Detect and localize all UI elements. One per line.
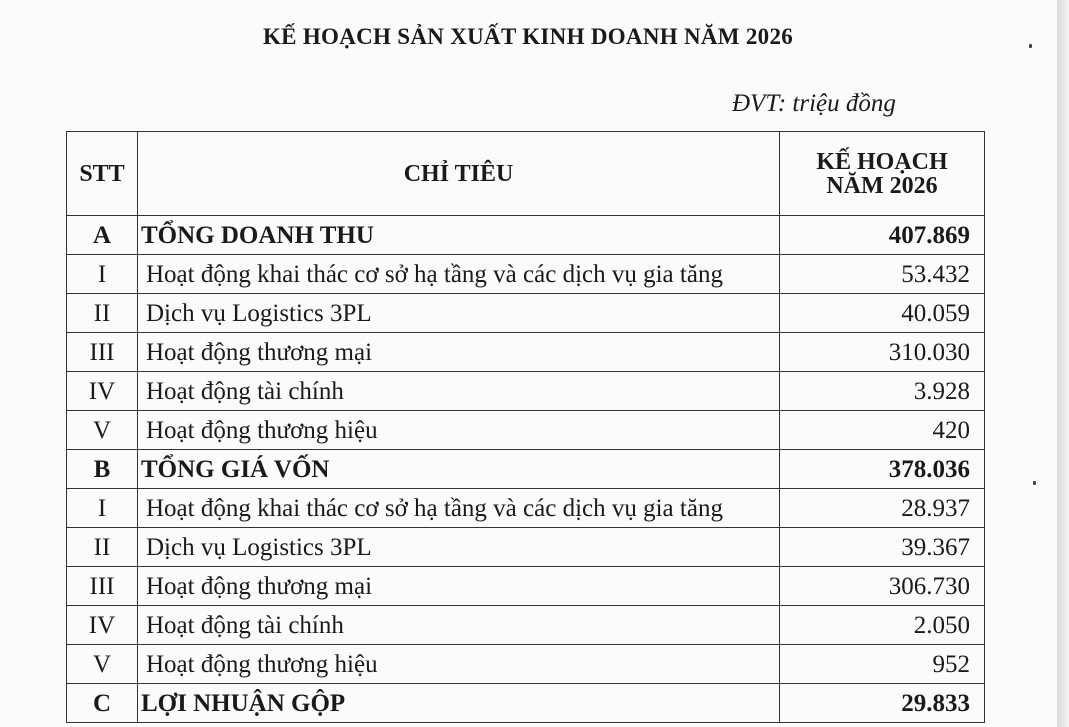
row-plan-value: 39.367 — [780, 528, 985, 567]
business-plan-table — [66, 131, 985, 723]
header-stt: STT — [67, 132, 138, 216]
row-stt: III — [67, 333, 138, 372]
table-section-row — [67, 216, 985, 255]
row-plan-value: 420 — [780, 411, 985, 450]
row-indicator: Hoạt động thương mại — [138, 567, 780, 606]
table-row — [67, 645, 985, 684]
row-indicator: Dịch vụ Logistics 3PL — [138, 528, 780, 567]
table-body — [67, 216, 985, 723]
table-row — [67, 606, 985, 645]
table-row — [67, 333, 985, 372]
row-plan-value: 2.050 — [780, 606, 985, 645]
row-plan-value: 952 — [780, 645, 985, 684]
header-plan — [780, 132, 985, 216]
row-indicator: TỔNG DOANH THU — [138, 216, 780, 255]
row-indicator: Hoạt động tài chính — [138, 372, 780, 411]
row-stt: I — [67, 255, 138, 294]
row-stt: III — [67, 567, 138, 606]
row-stt: V — [67, 411, 138, 450]
row-stt: V — [67, 645, 138, 684]
table-row — [67, 411, 985, 450]
row-indicator: Dịch vụ Logistics 3PL — [138, 294, 780, 333]
row-stt: B — [67, 450, 138, 489]
row-indicator: TỔNG GIÁ VỐN — [138, 450, 780, 489]
row-indicator: Hoạt động thương hiệu — [138, 645, 780, 684]
row-plan-value: 53.432 — [780, 255, 985, 294]
row-stt: II — [67, 294, 138, 333]
row-stt: I — [67, 489, 138, 528]
row-plan-value: 29.833 — [780, 684, 985, 723]
row-plan-value: 306.730 — [780, 567, 985, 606]
row-stt: IV — [67, 372, 138, 411]
header-plan-line2: NĂM 2026 — [826, 172, 938, 199]
table-section-row — [67, 450, 985, 489]
row-indicator: Hoạt động thương hiệu — [138, 411, 780, 450]
unit-note: ĐVT: triệu đồng — [732, 90, 896, 117]
row-stt: A — [67, 216, 138, 255]
row-indicator: Hoạt động khai thác cơ sở hạ tầng và các dịch vụ gia tăng — [138, 255, 780, 294]
row-plan-value: 310.030 — [780, 333, 985, 372]
table-row — [67, 567, 985, 606]
row-plan-value: 407.869 — [780, 216, 985, 255]
row-plan-value: 40.059 — [780, 294, 985, 333]
row-indicator: Hoạt động tài chính — [138, 606, 780, 645]
row-stt: II — [67, 528, 138, 567]
table-row — [67, 372, 985, 411]
table-row — [67, 528, 985, 567]
page-title: KẾ HOẠCH SẢN XUẤT KINH DOANH NĂM 2026 — [262, 24, 794, 49]
row-stt: C — [67, 684, 138, 723]
row-indicator: LỢI NHUẬN GỘP — [138, 684, 780, 723]
row-indicator: Hoạt động khai thác cơ sở hạ tầng và các dịch vụ gia tăng — [138, 489, 780, 528]
page-edge-shadow — [1057, 0, 1069, 727]
row-plan-value: 3.928 — [780, 372, 985, 411]
header-indicator: CHỈ TIÊU — [138, 132, 780, 216]
table-section-row — [67, 684, 985, 723]
table-row — [67, 294, 985, 333]
scan-speck — [1033, 481, 1036, 485]
row-plan-value: 28.937 — [780, 489, 985, 528]
row-stt: IV — [67, 606, 138, 645]
header-plan-line1: KẾ HOẠCH — [816, 148, 948, 175]
row-plan-value: 378.036 — [780, 450, 985, 489]
table-header-row — [67, 132, 985, 216]
row-indicator: Hoạt động thương mại — [138, 333, 780, 372]
table-row — [67, 255, 985, 294]
table-row — [67, 489, 985, 528]
